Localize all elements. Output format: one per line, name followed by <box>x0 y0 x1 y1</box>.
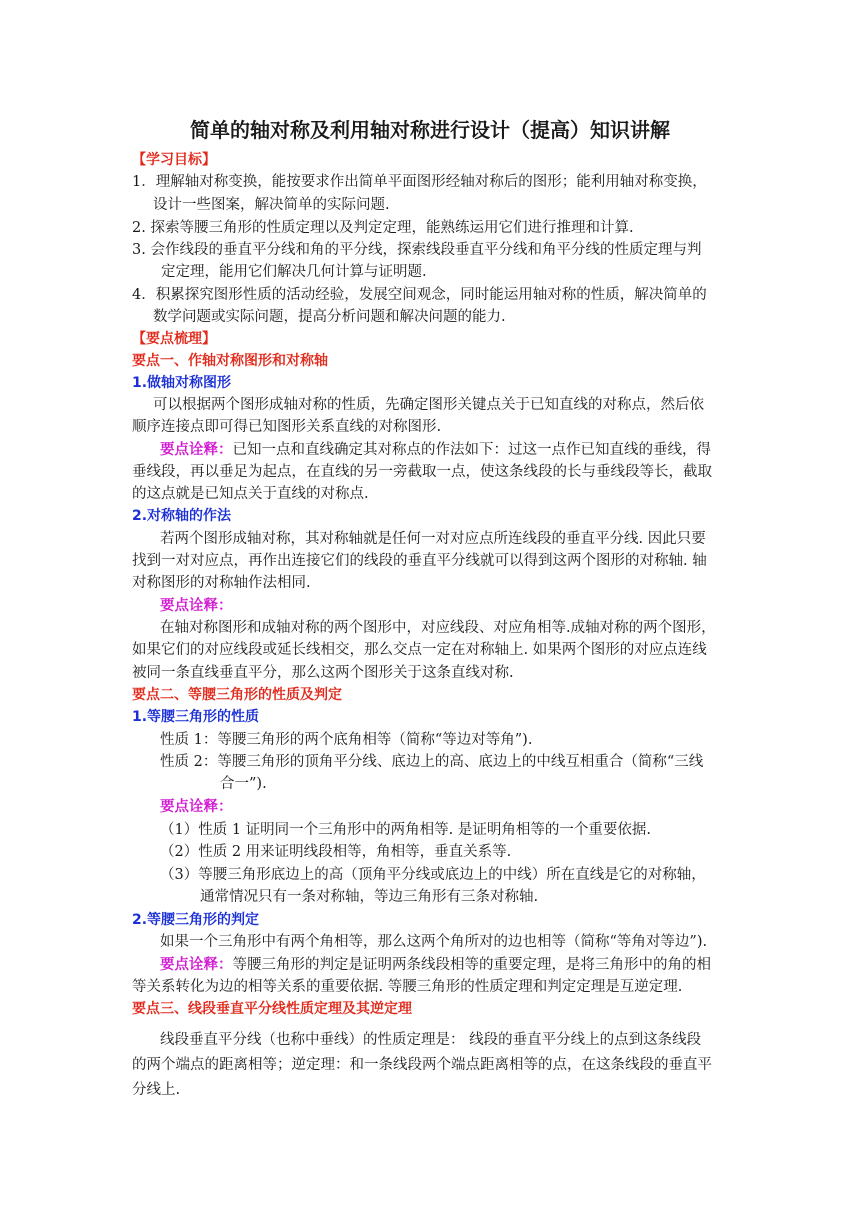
note-line: 要点诠释：已知一点和直线确定其对称点的作法如下：过这一点作已知直线的垂线，得 <box>160 441 711 458</box>
paragraph-line: 找到一对对应点，再作出连接它们的线段的垂直平分线就可以得到这两个图形的对称轴. 轴 <box>132 553 707 569</box>
point2-sub1-heading: 1.等腰三角形的性质 <box>132 709 260 725</box>
paragraph-line: 的两个端点的距离相等；逆定理：和一条线段两个端点距离相等的点，在这条线段的垂直平 <box>132 1057 712 1073</box>
note-line: 要点诠释：等腰三角形的判定是证明两条线段相等的重要定理，是将三角形中的角的相 <box>160 956 711 973</box>
paragraph-line: 对称图形的对称轴作法相同. <box>132 575 311 591</box>
note-line: 等关系转化为边的相等关系的重要依据. 等腰三角形的性质定理和判定定理是互逆定理. <box>132 979 683 995</box>
section-header-points: 【要点梳理】 <box>132 331 216 347</box>
paragraph-line: 若两个图形成轴对称，其对称轴就是任何一对对应点所连线段的垂直平分线. 因此只要 <box>160 531 706 547</box>
note-line: 被同一条直线垂直平分，那么这两个图形关于这条直线对称. <box>132 665 514 681</box>
point1-heading: 要点一、作轴对称图形和对称轴 <box>132 353 328 369</box>
note-label: 要点诠释： <box>160 597 233 614</box>
paragraph-line: 线段垂直平分线（也称中垂线）的性质定理是： 线段的垂直平分线上的点到这条线段 <box>160 1032 702 1048</box>
property-line: 合一”). <box>220 776 267 792</box>
paragraph-line: 顺序连接点即可得已知图形关系直线的对称图形. <box>132 419 442 435</box>
point1-sub2-heading: 2.对称轴的作法 <box>132 508 232 524</box>
goal-line: 2. 探索等腰三角形的性质定理以及判定定理，能熟练运用它们进行推理和计算. <box>132 220 634 236</box>
property-line: 性质 2：等腰三角形的顶角平分线、底边上的高、底边上的中线互相重合（简称“三线 <box>160 754 704 770</box>
goal-line: 4．积累探究图形性质的活动经验，发展空间观念，同时能运用轴对称的性质，解决简单的 <box>132 287 707 303</box>
point3-heading: 要点三、线段垂直平分线性质定理及其逆定理 <box>132 1001 412 1017</box>
point1-sub1-heading: 1.做轴对称图形 <box>132 375 232 391</box>
paragraph-line: 如果一个三角形中有两个角相等，那么这两个角所对的边也相等（简称“等角对等边”). <box>160 934 708 950</box>
section-header-goals: 【学习目标】 <box>132 152 216 168</box>
note-label: 要点诠释： <box>160 441 233 458</box>
note-label: 要点诠释： <box>160 798 233 815</box>
note-line: 的这点就是已知点关于直线的对称点. <box>132 486 369 502</box>
note-line: 在轴对称图形和成轴对称的两个图形中，对应线段、对应角相等.成轴对称的两个图形， <box>160 620 716 636</box>
property-line: 性质 1：等腰三角形的两个底角相等（简称“等边对等角”). <box>160 732 533 748</box>
goal-line: 定定理，能用它们解决几何计算与证明题. <box>161 264 427 280</box>
page-title: 简单的轴对称及利用轴对称进行设计（提高）知识讲解 <box>190 118 670 142</box>
goal-line: 设计一些图案，解决简单的实际问题. <box>153 197 390 213</box>
paragraph-line: 可以根据两个图形成轴对称的性质，先确定图形关键点关于已知直线的对称点，然后依 <box>153 397 704 413</box>
goal-line: 1．理解轴对称变换，能按要求作出简单平面图形经轴对称后的图形；能利用轴对称变换， <box>132 174 707 190</box>
note-line: 垂线段，再以垂足为起点，在直线的另一旁截取一点，使这条线段的长与垂线段等长，截取 <box>132 464 712 480</box>
note-item: 通常情况只有一条对称轴，等边三角形有三条对称轴. <box>200 889 539 905</box>
paragraph-line: 分线上. <box>132 1082 181 1098</box>
point2-heading: 要点二、等腰三角形的性质及判定 <box>132 687 342 703</box>
note-item: （3）等腰三角形底边上的高（顶角平分线或底边上的中线）所在直线是它的对称轴， <box>160 867 706 883</box>
note-item: （2）性质 2 用来证明线段相等，角相等，垂直关系等. <box>160 844 512 860</box>
note-item: （1）性质 1 证明同一个三角形中的两角相等. 是证明角相等的一个重要依据. <box>160 822 651 838</box>
point2-sub2-heading: 2.等腰三角形的判定 <box>132 912 260 928</box>
note-line: 如果它们的对应线段或延长线相交，那么交点一定在对称轴上. 如果两个图形的对应点连线 <box>132 642 707 658</box>
goal-line: 3. 会作线段的垂直平分线和角的平分线，探索线段垂直平分线和角平分线的性质定理与判 <box>132 242 702 258</box>
goal-line: 数学问题或实际问题，提高分析问题和解决问题的能力. <box>153 309 506 325</box>
